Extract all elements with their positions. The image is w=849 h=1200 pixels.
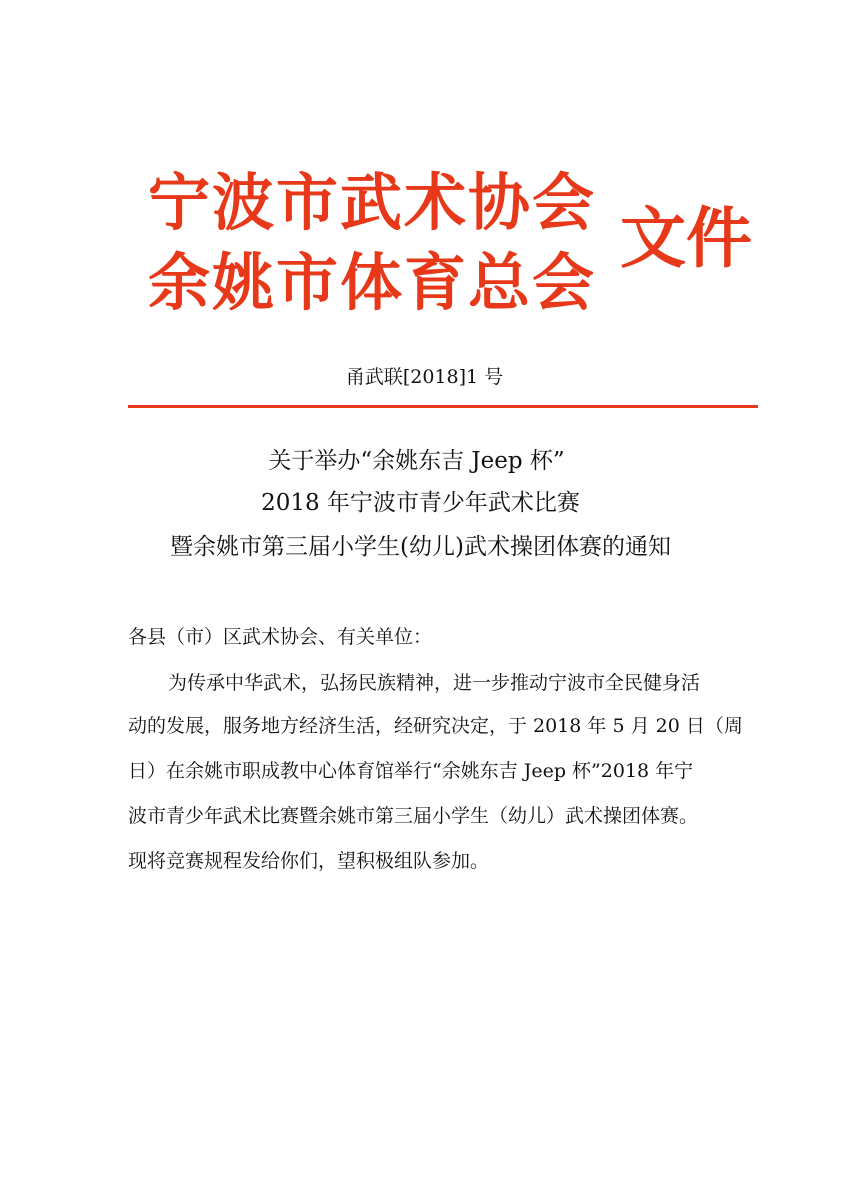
notice-title-line-2: 2018 年宁波市青少年武术比赛 bbox=[261, 490, 580, 516]
document-number: 甬武联[2018]1 号 bbox=[345, 366, 504, 388]
body-paragraph-line: 为传承中华武术，弘扬民族精神，进一步推动宁波市全民健身活 bbox=[168, 672, 701, 694]
issuer-name-ningbo-wushu-association: 宁波市武术协会 bbox=[148, 166, 597, 239]
body-paragraph-line: 波市青少年武术比赛暨余姚市第三届小学生（幼儿）武术操团体赛。 bbox=[128, 805, 699, 827]
body-paragraph-line: 现将竞赛规程发给你们，望积极组队参加。 bbox=[128, 850, 490, 872]
issuer-name-yuyao-sports-federation: 余姚市体育总会 bbox=[148, 246, 597, 319]
document-type-label: 文件 bbox=[620, 200, 752, 277]
notice-title-line-3: 暨余姚市第三届小学生(幼儿)武术操团体赛的通知 bbox=[170, 534, 671, 560]
notice-title-line-1: 关于举办“余姚东吉 Jeep 杯” bbox=[268, 448, 565, 474]
salutation: 各县（市）区武术协会、有关单位： bbox=[128, 626, 433, 648]
body-paragraph-line: 日）在余姚市职成教中心体育馆举行“余姚东吉 Jeep 杯”2018 年宁 bbox=[128, 760, 694, 782]
red-header bbox=[148, 162, 768, 332]
body-paragraph-line: 动的发展，服务地方经济生活，经研究决定，于 2018 年 5 月 20 日（周 bbox=[128, 715, 743, 737]
red-divider-line bbox=[128, 405, 758, 408]
